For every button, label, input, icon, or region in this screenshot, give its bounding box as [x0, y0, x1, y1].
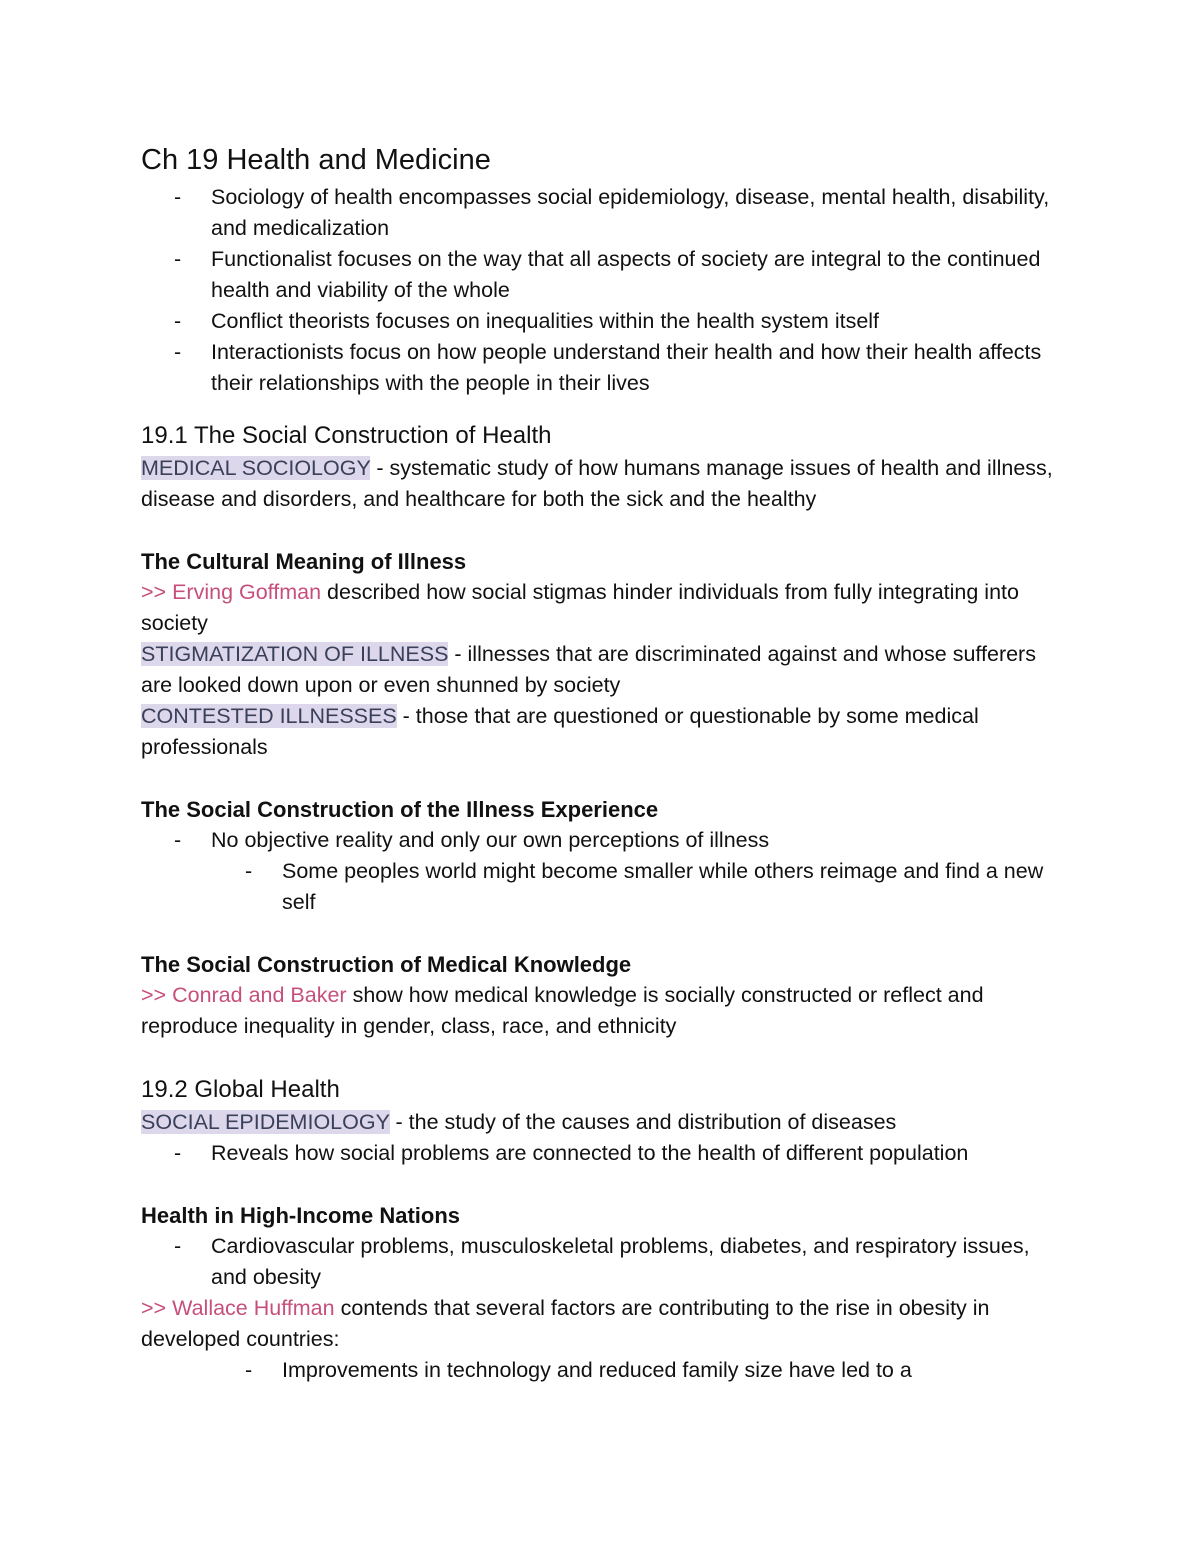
term-highlight: MEDICAL SOCIOLOGY: [141, 456, 371, 480]
section-19-1-heading: 19.1 The Social Construction of Health: [141, 422, 552, 449]
dash-bullet: -: [174, 185, 182, 209]
medical-sociology-definition: MEDICAL SOCIOLOGY - systematic study of how humans manage issues of health and illness, disease and disorders, and healthcare for both the sick and the healthy: [141, 456, 1053, 511]
social-epidemiology-definition: SOCIAL EPIDEMIOLOGY - the study of the causes and distribution of diseases: [141, 1110, 897, 1134]
document-page: [141, 138, 1066, 1386]
author-reference: >> Wallace Huffman: [141, 1296, 335, 1320]
dash-bullet: -: [245, 859, 253, 883]
term-highlight: SOCIAL EPIDEMIOLOGY: [141, 1110, 390, 1134]
list-item: - Interactionists focus on how people understand their health and how their health affects their relationships with the people in their lives: [141, 337, 1066, 399]
dash-bullet: -: [174, 309, 182, 333]
cultural-meaning-heading: The Cultural Meaning of Illness: [141, 549, 467, 574]
dash-bullet: -: [174, 1141, 182, 1165]
illness-experience-heading: The Social Construction of the Illness Experience: [141, 797, 659, 822]
stigmatization-definition: STIGMATIZATION OF ILLNESS - illnesses that are discriminated against and whose sufferers are looked down upon or even shunned by society: [141, 642, 1036, 697]
dash-bullet: -: [174, 1234, 182, 1258]
list-item: - Sociology of health encompasses social epidemiology, disease, mental health, disability, and medicalization: [141, 182, 1066, 244]
dash-bullet: -: [174, 828, 182, 852]
term-highlight: STIGMATIZATION OF ILLNESS: [141, 642, 449, 666]
list-item: - Conflict theorists focuses on inequalities within the health system itself: [141, 306, 1066, 337]
section-19-2-heading: 19.2 Global Health: [141, 1076, 340, 1103]
list-item: - No objective reality and only our own perceptions of illness: [141, 825, 1066, 856]
list-item: - Functionalist focuses on the way that all aspects of society are integral to the continued health and viability of the whole: [141, 244, 1066, 306]
list-item: - Improvements in technology and reduced family size have led to a: [141, 1355, 1066, 1386]
author-reference: >> Conrad and Baker: [141, 983, 347, 1007]
goffman-paragraph: >> Erving Goffman described how social stigmas hinder individuals from fully integrating into society: [141, 580, 1019, 635]
dash-bullet: -: [174, 340, 182, 364]
high-income-list: [141, 1231, 1066, 1293]
author-reference: >> Erving Goffman: [141, 580, 322, 604]
dash-bullet: -: [245, 1358, 253, 1382]
epidemiology-list: [141, 1138, 1066, 1169]
page-title: Ch 19 Health and Medicine: [141, 144, 491, 176]
term-highlight: CONTESTED ILLNESSES: [141, 704, 397, 728]
list-item: - Cardiovascular problems, musculoskeletal problems, diabetes, and respiratory issues, and obesity: [141, 1231, 1066, 1293]
experience-list: [141, 825, 1066, 918]
list-item: - Some peoples world might become smaller while others reimage and find a new self: [141, 856, 1066, 918]
medical-knowledge-heading: The Social Construction of Medical Knowledge: [141, 952, 632, 977]
huffman-list: [141, 1355, 1066, 1386]
intro-list: [141, 182, 1066, 399]
huffman-paragraph: >> Wallace Huffman contends that several factors are contributing to the rise in obesity in developed countries:: [141, 1296, 990, 1351]
high-income-heading: Health in High-Income Nations: [141, 1203, 461, 1228]
dash-bullet: -: [174, 247, 182, 271]
list-item: - Reveals how social problems are connected to the health of different population: [141, 1138, 1066, 1169]
conrad-baker-paragraph: >> Conrad and Baker show how medical knowledge is socially constructed or reflect and reproduce inequality in gender, class, race, and ethnicity: [141, 983, 984, 1038]
contested-definition: CONTESTED ILLNESSES - those that are questioned or questionable by some medical professionals: [141, 704, 979, 759]
